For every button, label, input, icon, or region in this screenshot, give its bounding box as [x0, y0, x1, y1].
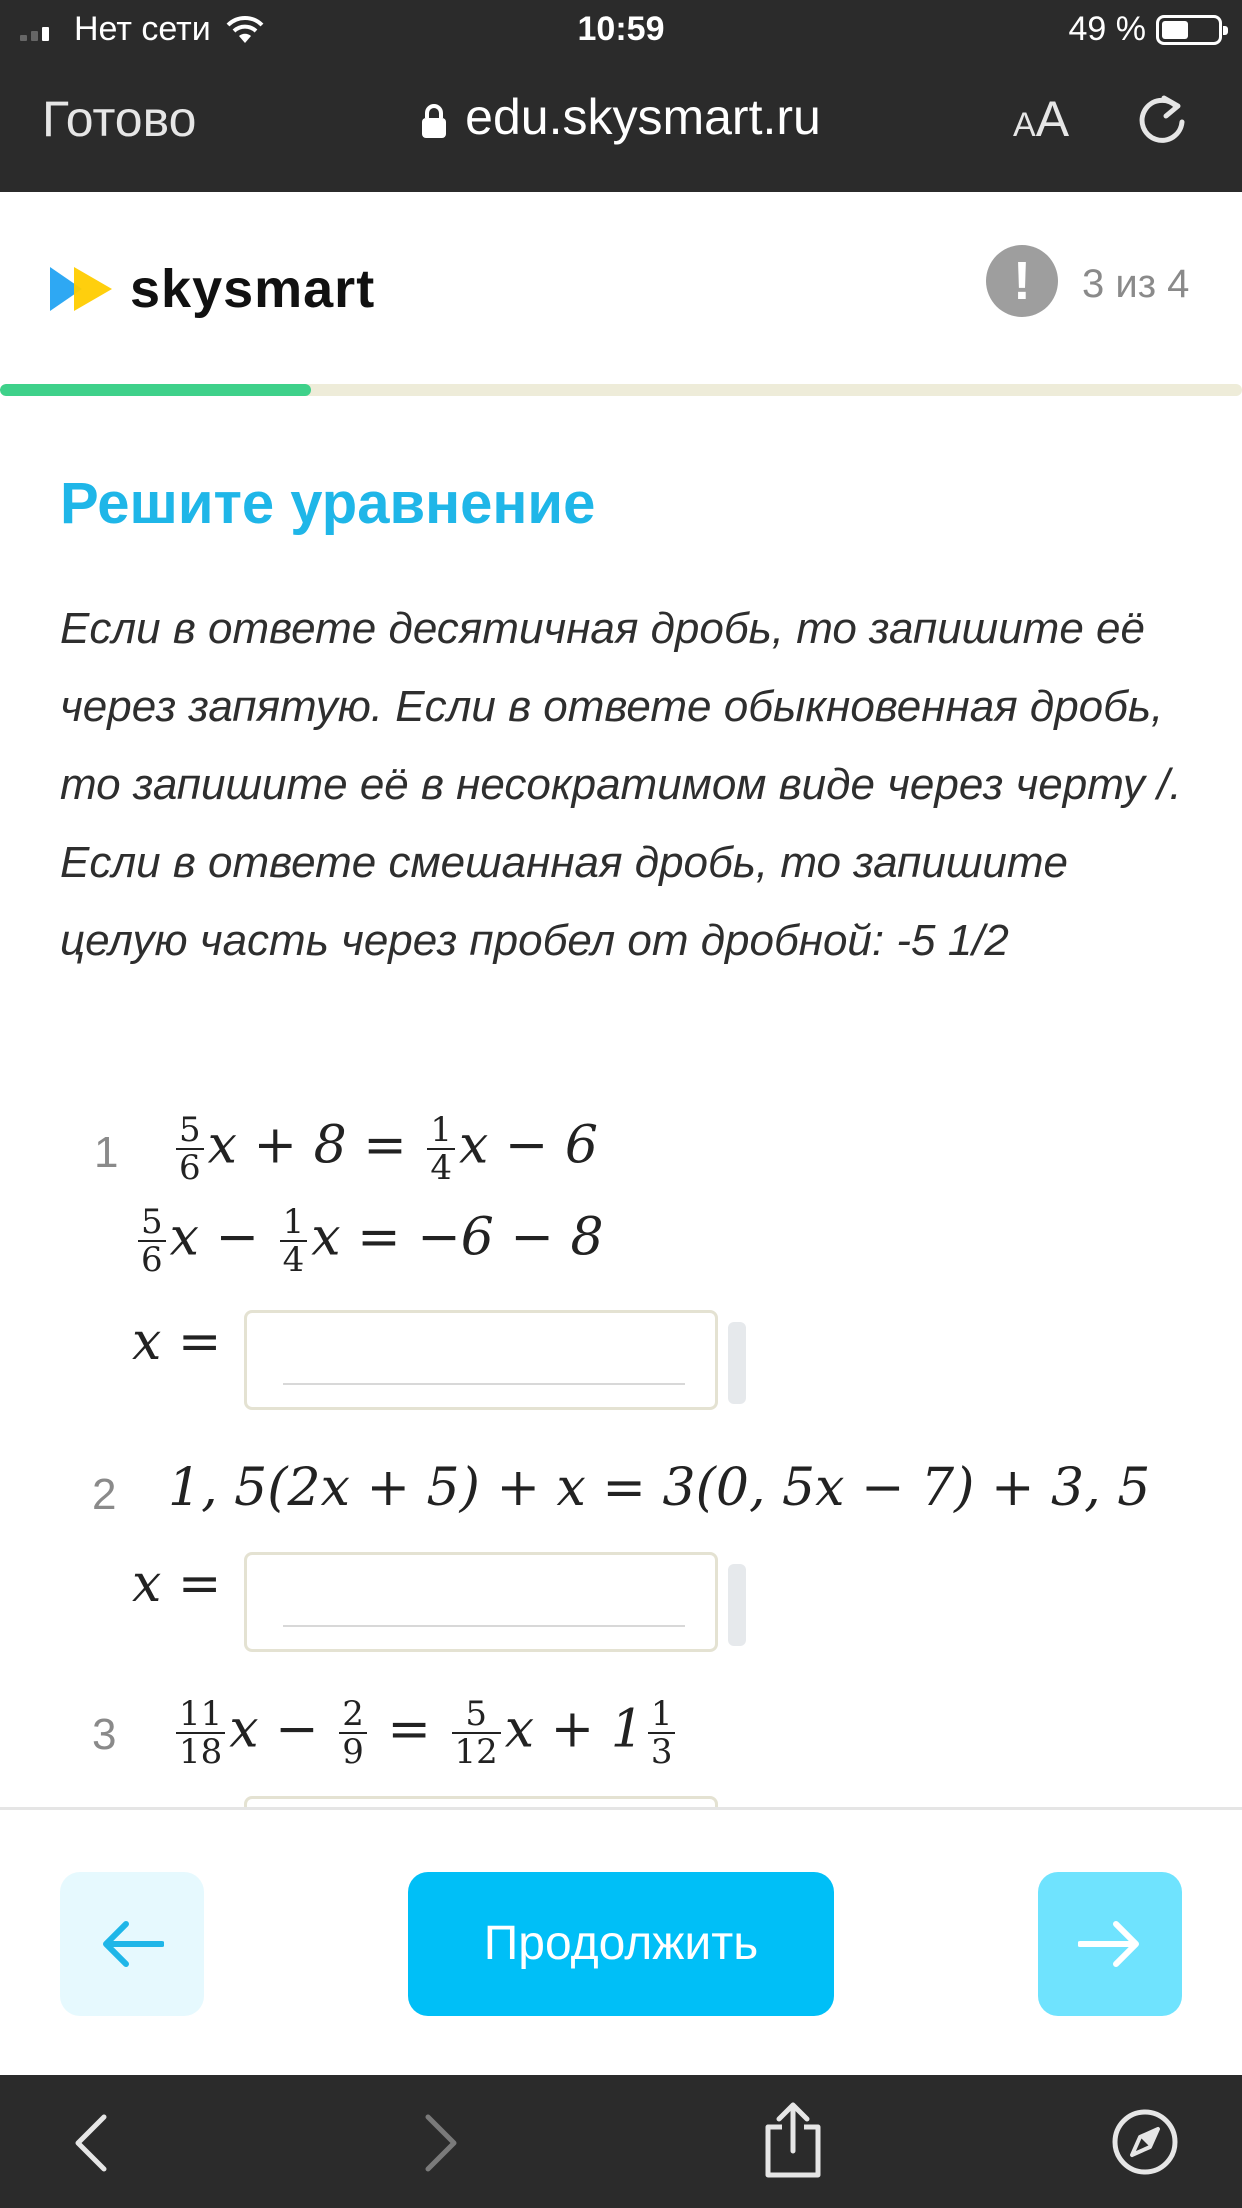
clock: 10:59	[577, 10, 665, 48]
logo-text: skysmart	[130, 259, 376, 319]
equation-1-line-2: $\frac{5}{6}$ x − $\frac{1}{4}$ x = −6 − 8	[134, 1204, 604, 1278]
arrow-left-icon	[100, 1918, 164, 1970]
browser-toolbar	[0, 2075, 1242, 2208]
done-button[interactable]: Готово	[42, 91, 197, 147]
report-issue-icon[interactable]: !	[986, 245, 1058, 317]
browser-url-bar	[0, 62, 1242, 192]
forward-icon[interactable]	[424, 2113, 460, 2173]
logo-play-icon	[48, 263, 114, 315]
task-counter: 3 из 4	[1082, 262, 1190, 306]
battery-icon	[1156, 15, 1222, 45]
equation-number: 2	[92, 1470, 117, 1519]
text-size-button[interactable]: AA	[1013, 91, 1070, 147]
equation-2-line-1: 1, 5(2x + 5) + x = 3(0, 5x − 7) + 3, 5	[168, 1458, 1151, 1518]
skysmart-logo[interactable]	[48, 258, 375, 320]
answer-field-2[interactable]	[244, 1552, 718, 1652]
answer-field-1[interactable]	[244, 1310, 718, 1410]
answer-label: x =	[132, 1554, 222, 1614]
share-icon[interactable]	[762, 2101, 824, 2179]
reload-icon[interactable]	[1136, 90, 1188, 146]
task-title: Решите уравнение	[60, 471, 596, 536]
equation-3-line-1: $\frac{11}{18}$ x − $\frac{2}{9}$ = $\frac{5}{12}$ x + 1 $\frac{1}{3}$	[172, 1696, 679, 1770]
equation-1-line-1: $\frac{5}{6}$ x + 8 = $\frac{1}{4}$ x − 6	[172, 1112, 598, 1186]
drag-handle[interactable]	[728, 1322, 746, 1404]
answer-input-1[interactable]	[247, 1313, 715, 1407]
progress-bar	[0, 384, 1242, 396]
drag-handle[interactable]	[728, 1564, 746, 1646]
answer-label: x =	[132, 1312, 222, 1372]
lock-icon	[421, 103, 447, 139]
equation-number: 3	[92, 1710, 117, 1759]
arrow-right-icon	[1078, 1918, 1142, 1970]
next-button[interactable]	[1038, 1872, 1182, 2016]
divider	[0, 1807, 1242, 1810]
task-description: Если в ответе десятичная дробь, то запишите её через запятую. Если в ответе обыкновенная дробь, то запишите её в несократимом виде через черту /. Если в ответе смешанная дробь, то запишите целую часть через пробел от дробной: -5 1/2	[60, 604, 1182, 965]
progress-fill	[0, 384, 311, 396]
answer-input-2[interactable]	[247, 1555, 715, 1649]
battery-percent: 49 %	[1068, 10, 1146, 48]
continue-button[interactable]: Продолжить	[408, 1872, 834, 2016]
equation-number: 1	[94, 1128, 119, 1177]
back-icon[interactable]	[72, 2113, 108, 2173]
url-text: edu.skysmart.ru	[465, 89, 821, 145]
compass-icon[interactable]	[1110, 2107, 1180, 2177]
carrier-label: Нет сети	[74, 10, 211, 48]
back-button[interactable]	[60, 1872, 204, 2016]
status-bar	[0, 0, 1242, 62]
